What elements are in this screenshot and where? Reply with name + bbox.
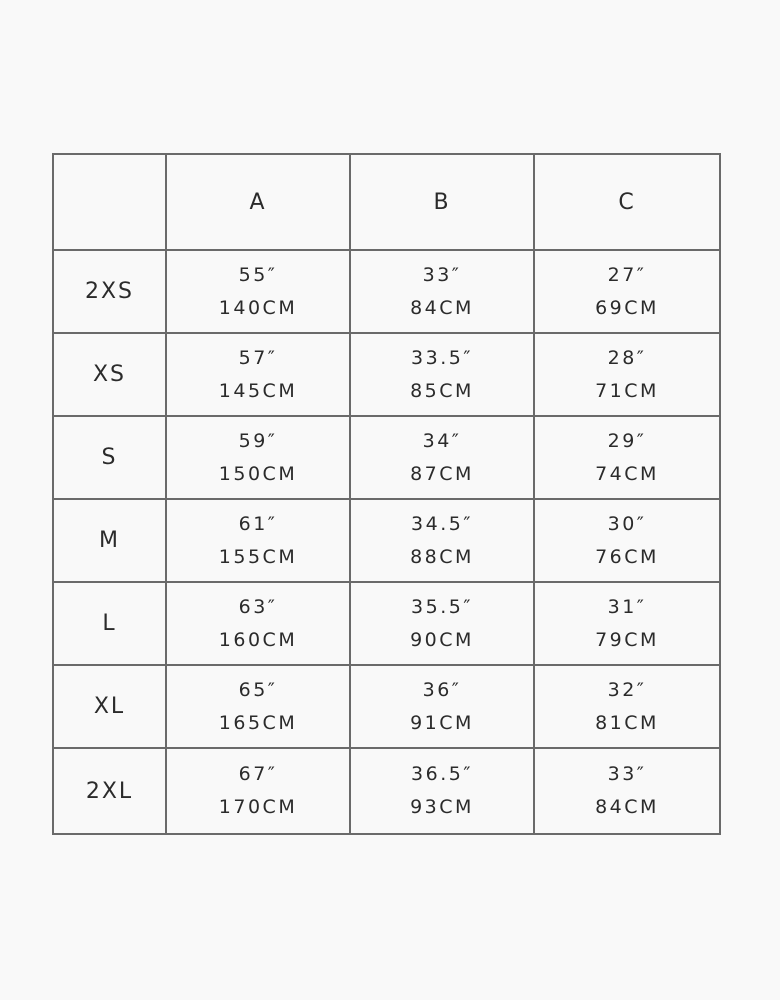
- size-label: 2XL: [53, 748, 166, 834]
- cm-value: 84CM: [595, 796, 659, 818]
- measurement-cell: [166, 416, 350, 499]
- inches-value: 35.5″: [411, 595, 473, 618]
- measurement-cell: [534, 250, 720, 333]
- inches-value: 29″: [607, 429, 647, 452]
- corner-cell: [53, 154, 166, 250]
- measurement-cell: [534, 416, 720, 499]
- inches-value: 36″: [422, 678, 462, 701]
- inches-value: 31″: [607, 595, 647, 618]
- measurement-cell: [166, 748, 350, 834]
- table-row: [53, 665, 720, 748]
- cm-value: 69CM: [595, 296, 659, 319]
- inches-value: 55″: [238, 263, 278, 286]
- cm-value: 87CM: [410, 462, 474, 485]
- table-row: [53, 416, 720, 499]
- measurement-cell: [350, 499, 534, 582]
- size-label: XS: [53, 333, 166, 416]
- inches-value: 30″: [607, 512, 647, 535]
- cm-value: 81CM: [595, 711, 659, 734]
- measurement-cell: [350, 582, 534, 665]
- inches-value: 34″: [422, 429, 462, 452]
- measurement-cell: [350, 250, 534, 333]
- table-row: [53, 499, 720, 582]
- measurement-cell: [350, 665, 534, 748]
- table-row: [53, 748, 720, 834]
- table-row: [53, 250, 720, 333]
- inches-value: 36.5″: [411, 763, 473, 785]
- measurement-cell: [534, 499, 720, 582]
- cm-value: 79CM: [595, 628, 659, 651]
- cm-value: 76CM: [595, 545, 659, 568]
- inches-value: 67″: [238, 763, 278, 785]
- measurement-cell: [534, 582, 720, 665]
- inches-value: 33.5″: [411, 346, 473, 369]
- cm-value: 140CM: [218, 296, 298, 319]
- cm-value: 155CM: [218, 545, 298, 568]
- inches-value: 63″: [238, 595, 278, 618]
- column-header-a: A: [166, 154, 350, 250]
- cm-value: 93CM: [410, 796, 474, 818]
- size-label: 2XS: [53, 250, 166, 333]
- cm-value: 84CM: [410, 296, 474, 319]
- inches-value: 27″: [607, 263, 647, 286]
- cm-value: 150CM: [218, 462, 298, 485]
- measurement-cell: [350, 748, 534, 834]
- measurement-cell: [534, 748, 720, 834]
- cm-value: 170CM: [218, 796, 298, 818]
- inches-value: 32″: [607, 678, 647, 701]
- cm-value: 74CM: [595, 462, 659, 485]
- cm-value: 91CM: [410, 711, 474, 734]
- measurement-cell: [166, 665, 350, 748]
- cm-value: 145CM: [218, 379, 298, 402]
- inches-value: 61″: [238, 512, 278, 535]
- column-header-b: B: [350, 154, 534, 250]
- measurement-cell: [166, 333, 350, 416]
- inches-value: 33″: [422, 263, 462, 286]
- size-label: S: [53, 416, 166, 499]
- column-header-c: C: [534, 154, 720, 250]
- cm-value: 165CM: [218, 711, 298, 734]
- measurement-cell: [534, 333, 720, 416]
- inches-value: 57″: [238, 346, 278, 369]
- inches-value: 59″: [238, 429, 278, 452]
- inches-value: 34.5″: [411, 512, 473, 535]
- measurement-cell: [534, 665, 720, 748]
- size-chart-table: [52, 153, 721, 835]
- cm-value: 160CM: [218, 628, 298, 651]
- cm-value: 90CM: [410, 628, 474, 651]
- cm-value: 85CM: [410, 379, 474, 402]
- table-row: [53, 582, 720, 665]
- measurement-cell: [350, 333, 534, 416]
- size-label: L: [53, 582, 166, 665]
- measurement-cell: [350, 416, 534, 499]
- inches-value: 28″: [607, 346, 647, 369]
- size-label: XL: [53, 665, 166, 748]
- table-row: [53, 333, 720, 416]
- inches-value: 33″: [607, 763, 647, 785]
- measurement-cell: [166, 499, 350, 582]
- inches-value: 65″: [238, 678, 278, 701]
- cm-value: 88CM: [410, 545, 474, 568]
- table-header-row: [53, 154, 720, 250]
- measurement-cell: [166, 250, 350, 333]
- measurement-cell: [166, 582, 350, 665]
- cm-value: 71CM: [595, 379, 659, 402]
- size-label: M: [53, 499, 166, 582]
